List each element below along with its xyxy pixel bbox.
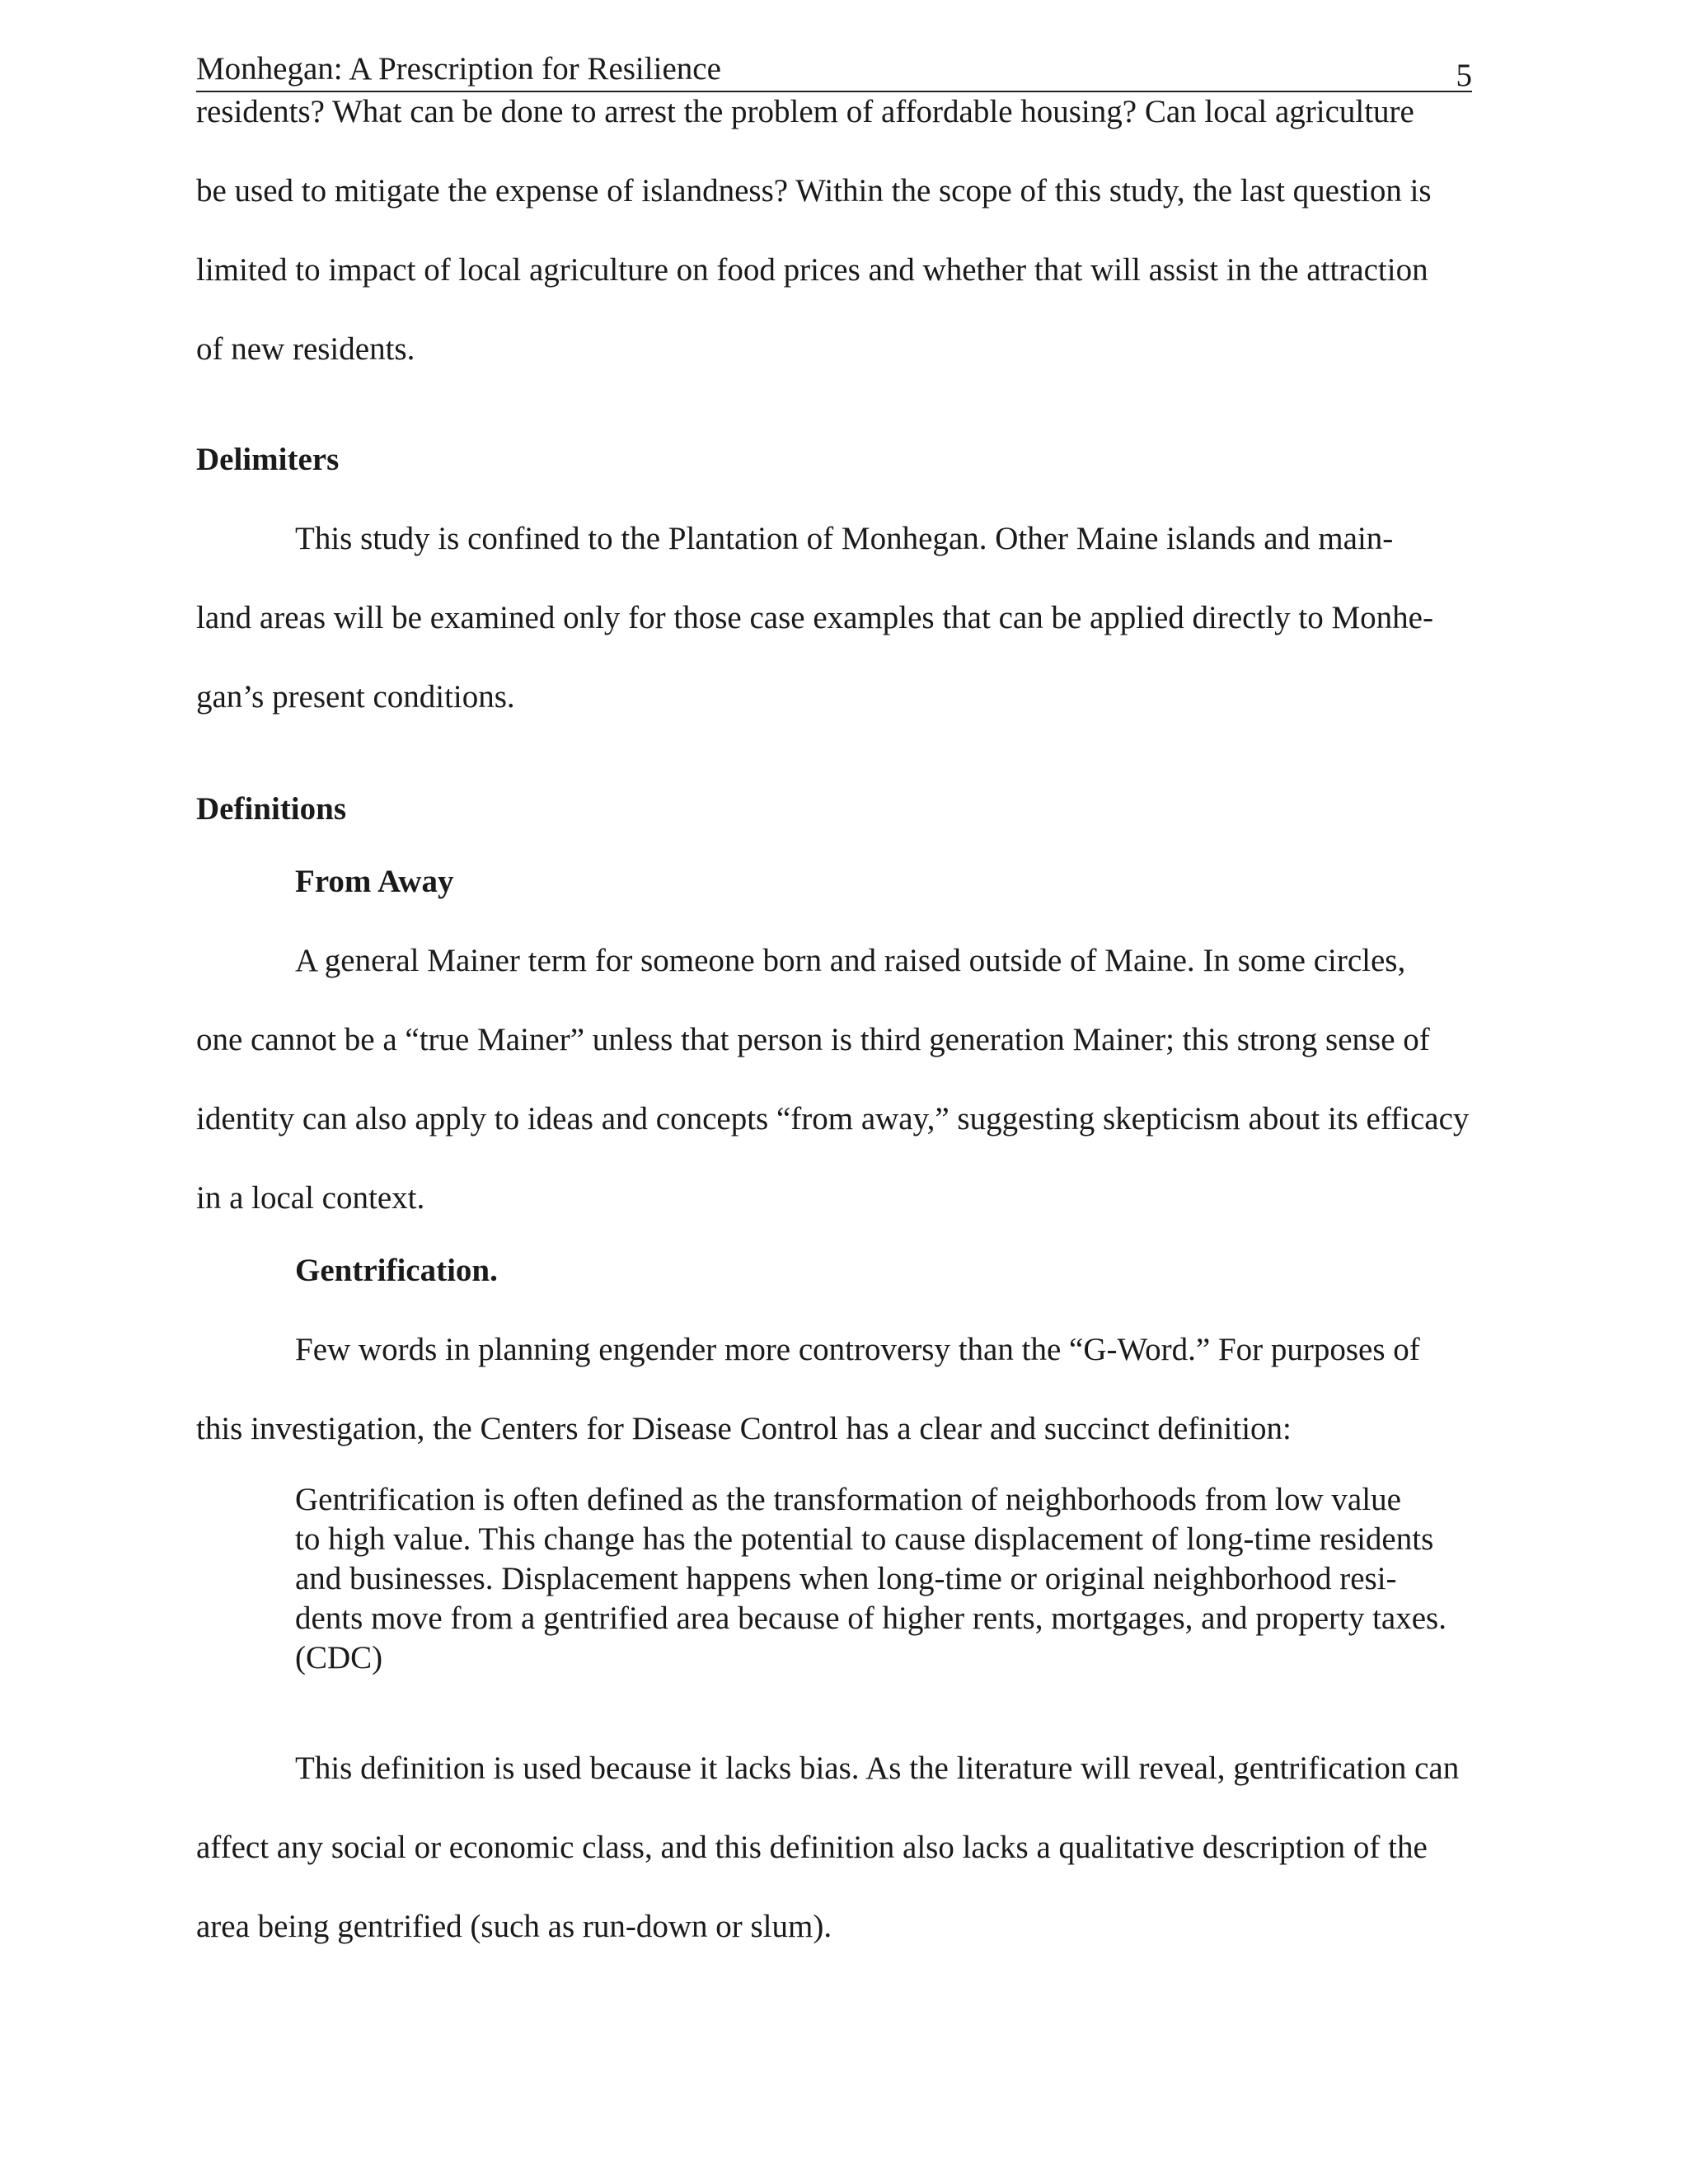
body-line: this investigation, the Centers for Disease Control has a clear and succinct definition: [196, 1411, 1292, 1446]
quote-line: to high value. This change has the potential to cause displacement of long-time residents [295, 1521, 1434, 1557]
subheading-from-away: From Away [295, 864, 454, 899]
quote-line: and businesses. Displacement happens when long-time or original neighborhood resi- [295, 1561, 1397, 1596]
body-line: one cannot be a “true Mainer” unless that person is third generation Mainer; this strong sense of [196, 1022, 1430, 1057]
section-heading-definitions: Definitions [196, 791, 347, 827]
body-line: residents? What can be done to arrest the problem of affordable housing? Can local agriculture [196, 94, 1414, 129]
body-line: identity can also apply to ideas and concepts “from away,” suggesting skepticism about its efficacy [196, 1101, 1470, 1137]
running-header [196, 48, 1472, 92]
body-line: A general Mainer term for someone born and raised outside of Maine. In some circles, [295, 943, 1406, 978]
body-line: in a local context. [196, 1180, 425, 1216]
body-line: affect any social or economic class, and this definition also lacks a qualitative description of the [196, 1830, 1428, 1865]
body-line: Few words in planning engender more controversy than the “G-Word.” For purposes of [295, 1332, 1420, 1367]
quote-line: dents move from a gentrified area because of higher rents, mortgages, and property taxes. [295, 1601, 1447, 1636]
body-line: be used to mitigate the expense of islandness? Within the scope of this study, the last question is [196, 173, 1432, 209]
body-line: This definition is used because it lacks bias. As the literature will reveal, gentrification can [295, 1750, 1460, 1786]
quote-line: Gentrification is often defined as the transformation of neighborhoods from low value [295, 1482, 1401, 1517]
subheading-gentrification: Gentrification. [295, 1253, 498, 1288]
body-line: of new residents. [196, 331, 415, 367]
body-line: This study is confined to the Plantation of Monhegan. Other Maine islands and main- [295, 521, 1394, 556]
section-heading-delimiters: Delimiters [196, 442, 340, 477]
body-line: gan’s present conditions. [196, 679, 515, 715]
body-line: land areas will be examined only for those case examples that can be applied directly to Monhe- [196, 600, 1433, 635]
quote-citation: (CDC) [295, 1640, 383, 1675]
page-number: 5 [1456, 58, 1472, 93]
body-line: limited to impact of local agriculture on food prices and whether that will assist in the attraction [196, 252, 1428, 288]
body-line: area being gentrified (such as run-down or slum). [196, 1909, 832, 1944]
running-title: Monhegan: A Prescription for Resilience [196, 51, 721, 87]
